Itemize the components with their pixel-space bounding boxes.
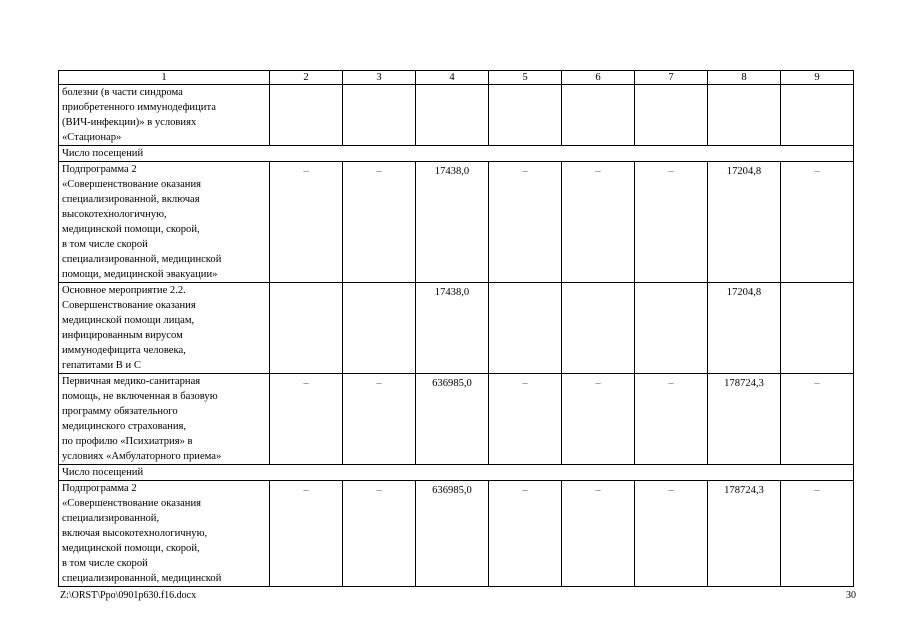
value-cell-col-8: 17204,8	[708, 162, 781, 283]
section-label: Число посещений	[59, 146, 854, 162]
column-header-1: 1	[59, 71, 270, 85]
value-cell-col-4: 17438,0	[416, 162, 489, 283]
value-cell-col-7	[635, 85, 708, 146]
column-header-5: 5	[489, 71, 562, 85]
value-cell-col-6: –	[562, 374, 635, 465]
value-cell-col-7: –	[635, 481, 708, 587]
value-cell-col-2: –	[270, 162, 343, 283]
value-cell-col-2	[270, 283, 343, 374]
value-cell-col-8: 178724,3	[708, 481, 781, 587]
value-cell-col-9: –	[781, 374, 854, 465]
column-header-9: 9	[781, 71, 854, 85]
value-cell-col-4: 17438,0	[416, 283, 489, 374]
column-header-3: 3	[343, 71, 416, 85]
row-description: Первичная медико-санитарная помощь, не включенная в базовую программу обязательного медицинского страхования, по профилю «Психиатрия» в условиях «Амбулаторного приема»	[59, 374, 270, 465]
column-header-7: 7	[635, 71, 708, 85]
value-cell-col-6: –	[562, 481, 635, 587]
value-cell-col-5	[489, 283, 562, 374]
value-cell-col-6	[562, 85, 635, 146]
table-row	[59, 481, 854, 587]
value-cell-col-2	[270, 85, 343, 146]
value-cell-col-9	[781, 283, 854, 374]
footer-page-number: 30	[846, 590, 856, 601]
value-cell-col-2: –	[270, 481, 343, 587]
column-header-2: 2	[270, 71, 343, 85]
value-cell-col-7: –	[635, 162, 708, 283]
row-description: болезни (в части синдрома приобретенного иммунодефицита (ВИЧ-инфекции)» в условиях «Стационар»	[59, 85, 270, 146]
value-cell-col-9	[781, 85, 854, 146]
value-cell-col-7: –	[635, 374, 708, 465]
value-cell-col-2: –	[270, 374, 343, 465]
value-cell-col-5: –	[489, 162, 562, 283]
value-cell-col-8: 17204,8	[708, 283, 781, 374]
value-cell-col-6	[562, 283, 635, 374]
budget-table	[58, 70, 854, 587]
value-cell-col-5: –	[489, 374, 562, 465]
value-cell-col-3	[343, 283, 416, 374]
value-cell-col-5: –	[489, 481, 562, 587]
table-row	[59, 283, 854, 374]
table-header-row	[59, 71, 854, 85]
value-cell-col-3	[343, 85, 416, 146]
section-header-row	[59, 146, 854, 162]
value-cell-col-4: 636985,0	[416, 374, 489, 465]
value-cell-col-3: –	[343, 162, 416, 283]
value-cell-col-3: –	[343, 374, 416, 465]
value-cell-col-8	[708, 85, 781, 146]
table-row	[59, 162, 854, 283]
value-cell-col-7	[635, 283, 708, 374]
table-body	[59, 71, 854, 587]
value-cell-col-3: –	[343, 481, 416, 587]
row-description: Подпрограмма 2 «Совершенствование оказания специализированной, включая высокотехнологичную, медицинской помощи, скорой, в том числе скорой специализированной, медицинской помощи, медицинской эвакуации»	[59, 162, 270, 283]
section-label: Число посещений	[59, 465, 854, 481]
row-description: Основное мероприятие 2.2. Совершенствование оказания медицинской помощи лицам, инфицированным вирусом иммунодефицита человека, гепатитами В и С	[59, 283, 270, 374]
table-row	[59, 374, 854, 465]
value-cell-col-9: –	[781, 162, 854, 283]
value-cell-col-8: 178724,3	[708, 374, 781, 465]
value-cell-col-4	[416, 85, 489, 146]
column-header-4: 4	[416, 71, 489, 85]
column-header-6: 6	[562, 71, 635, 85]
table-row	[59, 85, 854, 146]
section-header-row	[59, 465, 854, 481]
footer-file-path: Z:\ORST\Ppo\0901p630.f16.docx	[60, 590, 197, 601]
column-header-8: 8	[708, 71, 781, 85]
value-cell-col-9: –	[781, 481, 854, 587]
row-description: Подпрограмма 2 «Совершенствование оказания специализированной, включая высокотехнологичную, медицинской помощи, скорой, в том числе скорой специализированной, медицинской	[59, 481, 270, 587]
value-cell-col-6: –	[562, 162, 635, 283]
value-cell-col-5	[489, 85, 562, 146]
value-cell-col-4: 636985,0	[416, 481, 489, 587]
